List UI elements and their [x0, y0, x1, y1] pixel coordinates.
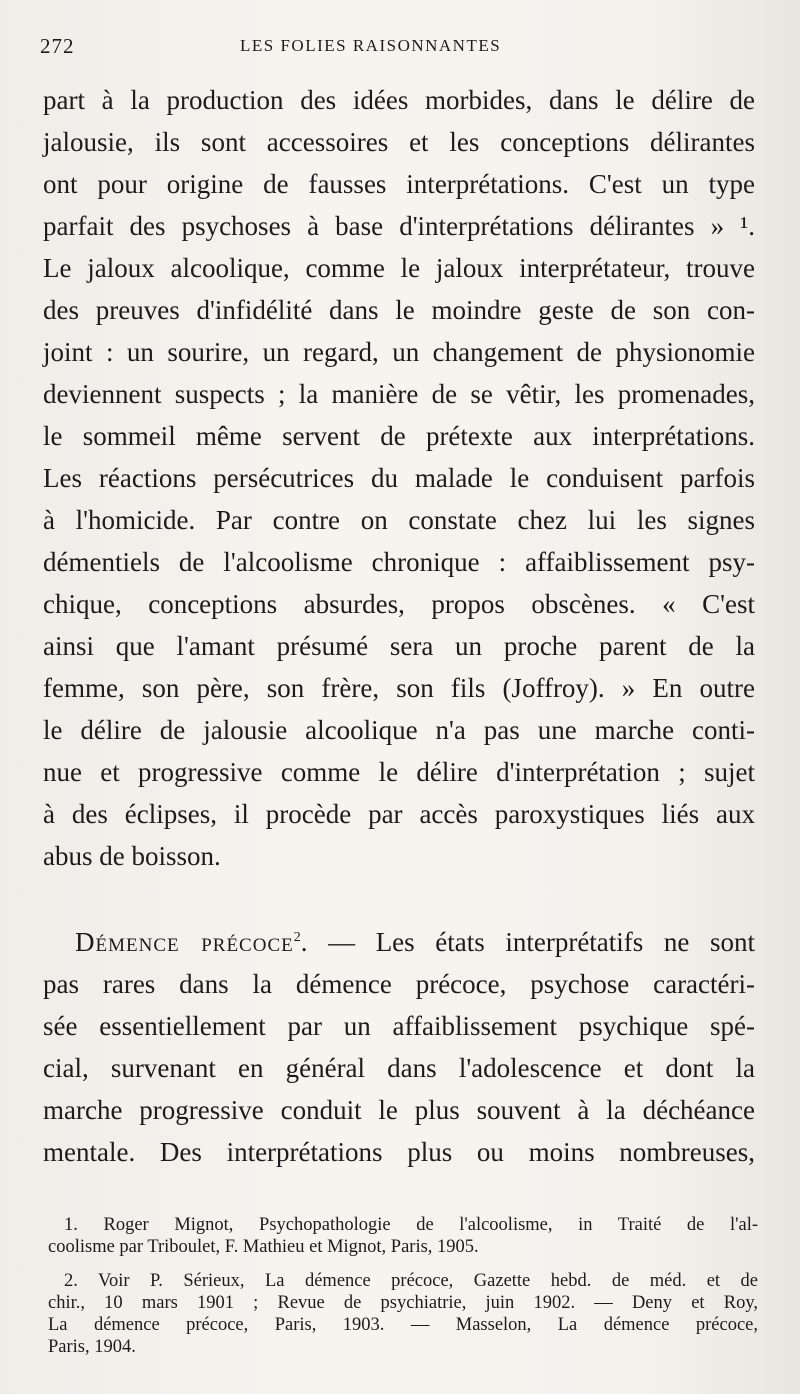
text-line: chique, conceptions absurdes, propos obscènes. « C'est [43, 589, 755, 619]
text-line: le délire de jalousie alcoolique n'a pas une marche conti- [43, 715, 755, 745]
text-line: Les réactions persécutrices du malade le conduisent parfois [43, 463, 755, 493]
text-line: démentiels de l'alcoolisme chronique : affaiblissement psy- [43, 547, 755, 577]
footnote-line: chir., 10 mars 1901 ; Revue de psychiatrie, juin 1902. — Deny et Roy, [48, 1293, 758, 1313]
text-line: abus de boisson. [43, 841, 221, 871]
footnote-line: La démence précoce, Paris, 1903. — Masselon, La démence précoce, [48, 1315, 758, 1335]
footnote-ref: 2 [293, 930, 301, 945]
text-line: des preuves d'infidélité dans le moindre geste de son con- [43, 295, 755, 325]
text-line: à l'homicide. Par contre on constate chez lui les signes [43, 505, 755, 535]
section-first-line-text: . — Les états interprétatifs ne sont [300, 927, 755, 957]
text-line: ont pour origine de fausses interprétations. C'est un type [43, 169, 755, 199]
text-line: mentale. Des interprétations plus ou moins nombreuses, [43, 1137, 755, 1167]
footnote-line: 1. Roger Mignot, Psychopathologie de l'alcoolisme, in Traité de l'al- [64, 1215, 758, 1235]
text-line: deviennent suspects ; la manière de se vêtir, les promenades, [43, 379, 755, 409]
text-line: à des éclipses, il procède par accès paroxystiques liés aux [43, 799, 755, 829]
page-number: 272 [40, 34, 75, 58]
footnote-line: coolisme par Triboulet, F. Mathieu et Mignot, Paris, 1905. [48, 1237, 479, 1257]
text-line: sée essentiellement par un affaiblissement psychique spé- [43, 1011, 755, 1041]
footnote-line: Paris, 1904. [48, 1337, 136, 1357]
running-head: LES FOLIES RAISONNANTES [240, 36, 502, 55]
text-line: part à la production des idées morbides, dans le délire de [43, 85, 755, 115]
section-heading: Démence précoce [75, 927, 294, 957]
page-header [40, 34, 760, 62]
text-line: cial, survenant en général dans l'adolescence et dont la [43, 1053, 755, 1083]
text-line: jalousie, ils sont accessoires et les conceptions délirantes [43, 127, 755, 157]
text-line: Le jaloux alcoolique, comme le jaloux interprétateur, trouve [43, 253, 755, 283]
text-line: pas rares dans la démence précoce, psychose caractéri- [43, 969, 755, 999]
text-line: nue et progressive comme le délire d'interprétation ; sujet [43, 757, 755, 787]
text-line: marche progressive conduit le plus souvent à la déchéance [43, 1095, 755, 1125]
text-line: ainsi que l'amant présumé sera un proche parent de la [43, 631, 755, 661]
text-line: joint : un sourire, un regard, un changement de physionomie [43, 337, 755, 367]
text-line: le sommeil même servent de prétexte aux interprétations. [43, 421, 755, 451]
text-line: femme, son père, son frère, son fils (Joffroy). » En outre [43, 673, 755, 703]
footnote-line: 2. Voir P. Sérieux, La démence précoce, Gazette hebd. de méd. et de [64, 1271, 758, 1291]
text-line: parfait des psychoses à base d'interprétations délirantes » ¹. [43, 211, 755, 241]
section-first-line [75, 921, 755, 963]
